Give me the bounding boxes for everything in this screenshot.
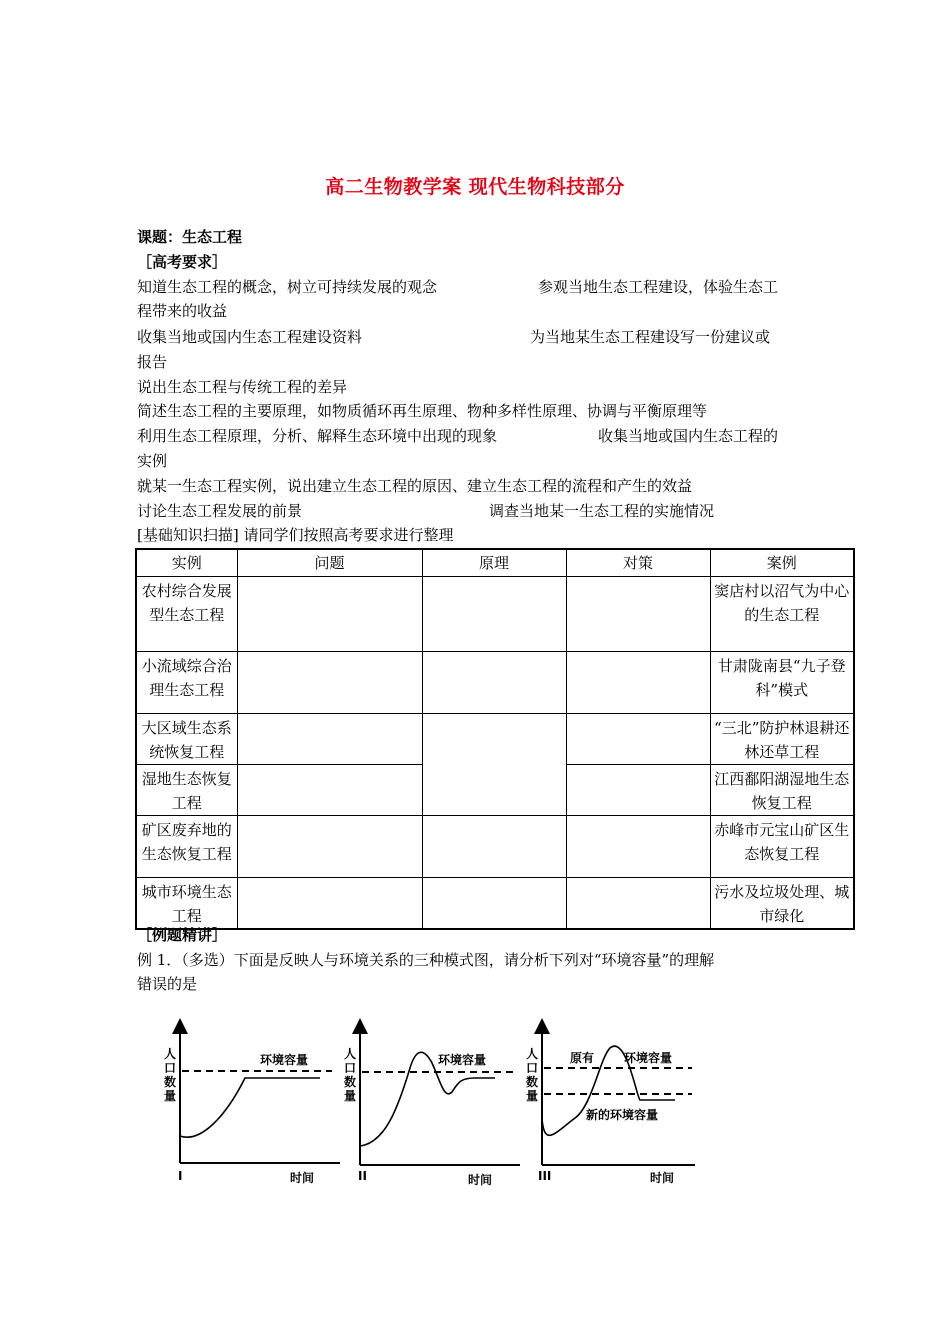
figure-panel-2 xyxy=(344,1026,520,1187)
table-header-row xyxy=(136,549,854,577)
capacity-label: 环境容量 xyxy=(438,1053,487,1067)
y-label-4: 量 xyxy=(526,1089,539,1103)
panel-label: I xyxy=(178,1169,183,1183)
principle-cell[interactable] xyxy=(422,816,566,878)
requirement-1-activity-cont: 程带来的收益 xyxy=(137,302,228,320)
problem-cell[interactable] xyxy=(237,765,422,816)
row-example: 农村综合发展型生态工程 xyxy=(141,582,232,624)
table-row xyxy=(136,577,854,652)
row-case: 污水及垃圾处理、城市绿化 xyxy=(714,883,850,925)
table-row xyxy=(136,878,854,930)
y-label-3: 数 xyxy=(526,1075,539,1089)
countermeasure-cell[interactable] xyxy=(566,652,710,714)
countermeasure-cell[interactable] xyxy=(566,816,710,878)
examples-header: ［例题精讲］ xyxy=(137,926,228,944)
x-label: 时间 xyxy=(650,1171,675,1185)
panel-label: II xyxy=(358,1169,367,1183)
row-example: 湿地生态恢复工程 xyxy=(141,770,232,812)
header-example: 实例 xyxy=(136,549,237,577)
requirement-5-activity-cont: 实例 xyxy=(137,452,168,470)
figure-panel-3 xyxy=(526,1026,695,1185)
y-label-3: 数 xyxy=(164,1075,177,1089)
row-case: 窦店村以沼气为中心的生态工程 xyxy=(714,582,850,624)
header-problem: 问题 xyxy=(237,549,422,577)
new-capacity-label: 新的环境容量 xyxy=(586,1108,659,1122)
requirements-header: ［高考要求］ xyxy=(137,253,228,271)
row-example: 城市环境生态工程 xyxy=(141,883,232,925)
problem-cell[interactable] xyxy=(237,816,422,878)
requirement-2-activity: 为当地某生态工程建设写一份建议或 xyxy=(530,328,771,346)
table-row xyxy=(136,816,854,878)
scan-instruction: [基础知识扫描] 请同学们按照高考要求进行整理 xyxy=(137,526,454,544)
row-case: 赤峰市元宝山矿区生态恢复工程 xyxy=(714,821,850,863)
y-label-2: 口 xyxy=(164,1061,177,1075)
row-case: 甘肃陇南县“九子登科”模式 xyxy=(717,657,846,699)
header-case: 案例 xyxy=(710,549,854,577)
header-principle: 原理 xyxy=(422,549,566,577)
requirement-3: 说出生态工程与传统工程的差异 xyxy=(137,378,348,396)
row-example: 矿区废弃地的生态恢复工程 xyxy=(141,821,232,863)
page-title: 高二生物教学案 现代生物科技部分 xyxy=(325,176,625,198)
requirement-5-activity: 收集当地或国内生态工程的 xyxy=(598,427,779,445)
countermeasure-cell[interactable] xyxy=(566,714,710,765)
row-case: “三北”防护林退耕还林还草工程 xyxy=(714,719,850,761)
row-example: 大区域生态系统恢复工程 xyxy=(141,719,232,761)
y-label-4: 量 xyxy=(344,1089,357,1103)
requirement-5: 利用生态工程原理，分析、解释生态环境中出现的现象 xyxy=(137,427,498,445)
y-label-3: 数 xyxy=(344,1075,357,1089)
figure-panel-1 xyxy=(164,1026,340,1185)
population-curve xyxy=(180,1078,320,1137)
x-label: 时间 xyxy=(468,1173,493,1187)
countermeasure-cell[interactable] xyxy=(566,765,710,816)
row-example: 小流域综合治理生态工程 xyxy=(141,657,232,699)
principle-cell[interactable] xyxy=(422,652,566,714)
problem-cell[interactable] xyxy=(237,577,422,652)
requirement-2-activity-cont: 报告 xyxy=(137,353,168,371)
y-label-1: 人 xyxy=(526,1047,539,1061)
capacity-label: 环境容量 xyxy=(624,1051,673,1065)
row-case: 江西鄱阳湖湿地生态恢复工程 xyxy=(714,770,850,812)
problem-cell[interactable] xyxy=(237,652,422,714)
requirement-6: 就某一生态工程实例，说出建立生态工程的原因、建立生态工程的流程和产生的效益 xyxy=(137,477,693,495)
principle-cell-merged[interactable] xyxy=(422,714,566,816)
capacity-label: 环境容量 xyxy=(260,1053,309,1067)
requirement-7: 讨论生态工程发展的前景 xyxy=(137,502,303,520)
countermeasure-cell[interactable] xyxy=(566,577,710,652)
y-label-1: 人 xyxy=(164,1047,177,1061)
problem-cell[interactable] xyxy=(237,878,422,930)
y-label-2: 口 xyxy=(344,1061,357,1075)
problem-cell[interactable] xyxy=(237,714,422,765)
table-row xyxy=(136,714,854,765)
question-1: 例 1．（多选）下面是反映人与环境关系的三种模式图，请分析下列对“环境容量”的理解 xyxy=(137,951,715,969)
population-capacity-figures xyxy=(160,1018,700,1193)
requirement-7-activity: 调查当地某一生态工程的实施情况 xyxy=(489,502,715,520)
countermeasure-cell[interactable] xyxy=(566,878,710,930)
principle-cell[interactable] xyxy=(422,878,566,930)
y-label-2: 口 xyxy=(526,1061,539,1075)
requirement-1-activity: 参观当地生态工程建设，体验生态工 xyxy=(538,278,779,296)
topic-line: 课题：生态工程 xyxy=(137,228,243,246)
requirement-1: 知道生态工程的概念，树立可持续发展的观念 xyxy=(137,278,438,296)
x-label: 时间 xyxy=(290,1171,315,1185)
table-row xyxy=(136,652,854,714)
y-label-4: 量 xyxy=(164,1089,177,1103)
original-label: 原有 xyxy=(570,1051,595,1065)
question-1-cont: 错误的是 xyxy=(137,975,198,993)
principle-cell[interactable] xyxy=(422,577,566,652)
y-label-1: 人 xyxy=(344,1047,357,1061)
panel-label: III xyxy=(538,1169,552,1183)
ecology-engineering-table xyxy=(135,548,855,930)
header-countermeasure: 对策 xyxy=(566,549,710,577)
requirement-2: 收集当地或国内生态工程建设资料 xyxy=(137,328,363,346)
requirement-4: 简述生态工程的主要原理，如物质循环再生原理、物种多样性原理、协调与平衡原理等 xyxy=(137,402,708,420)
